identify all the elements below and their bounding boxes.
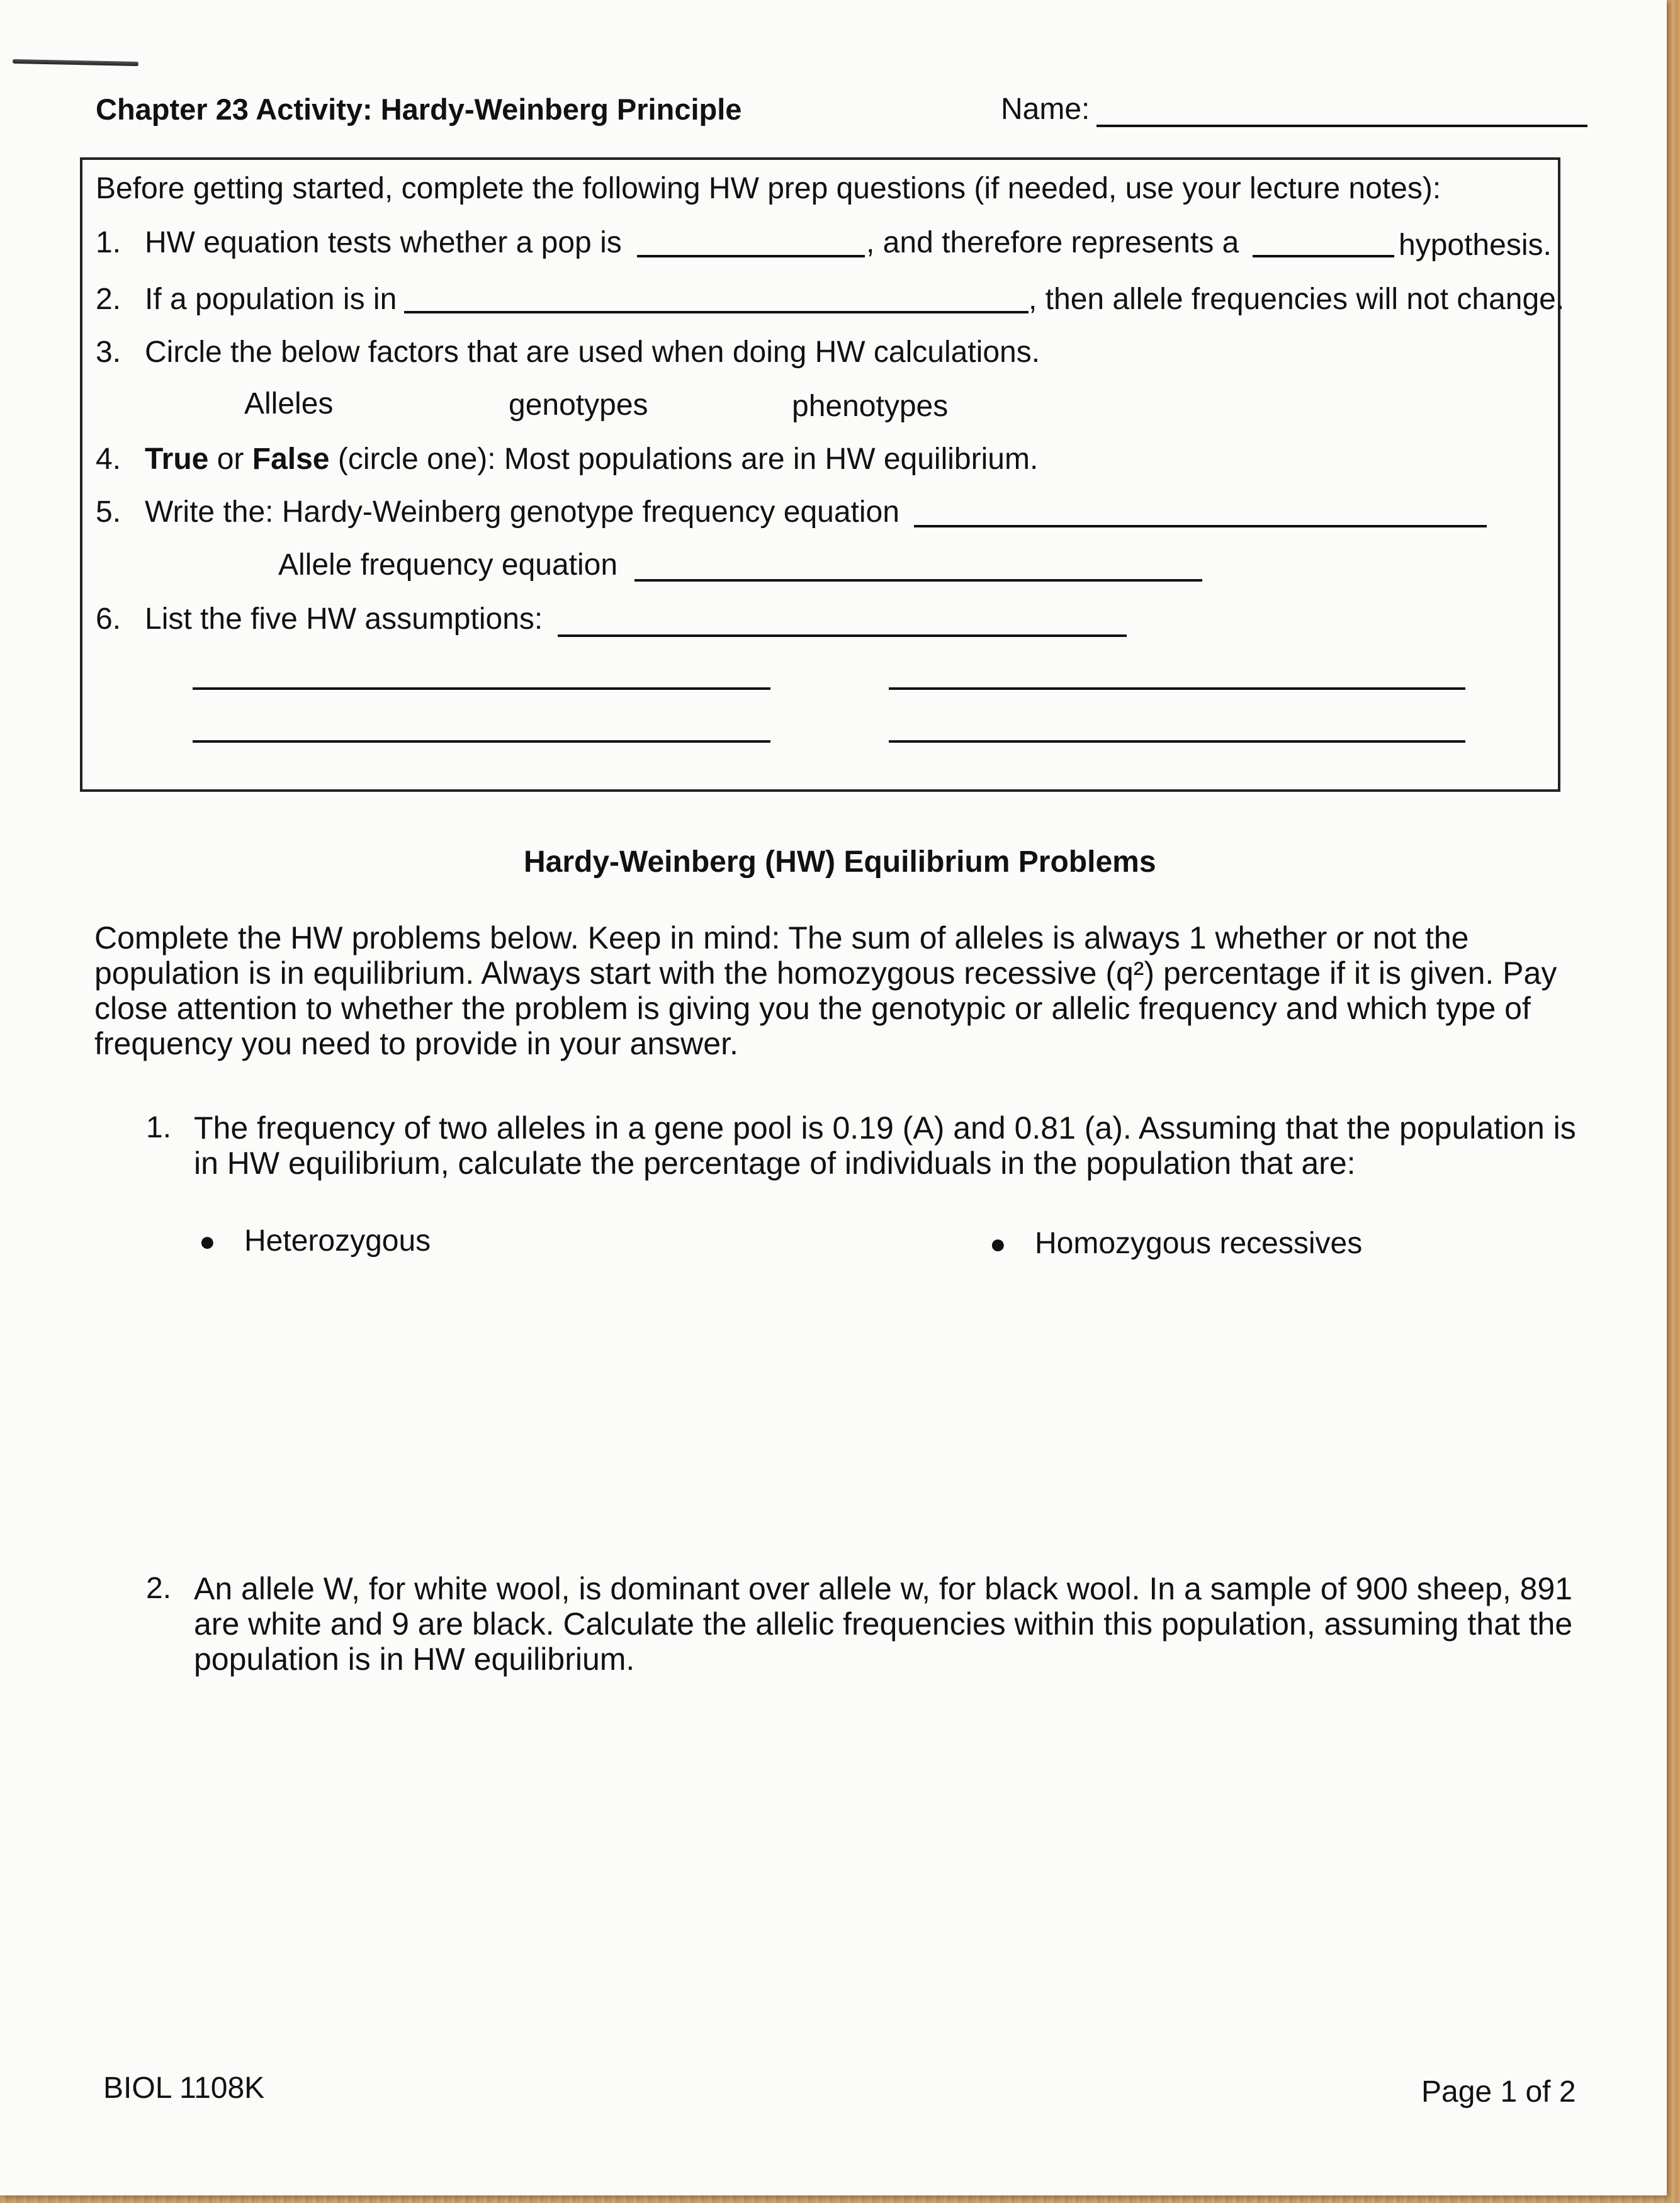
option-false[interactable]: False	[252, 442, 330, 476]
assumption-blank-3[interactable]	[889, 687, 1465, 690]
prep-q1-text-c: hypothesis.	[1399, 228, 1552, 262]
staple-mark	[13, 59, 138, 66]
prep-q2-text-a: If a population is in	[145, 283, 397, 316]
prep-q2-text-b: , then allele frequencies will not change.	[1029, 283, 1565, 316]
course-code: BIOL 1108K	[103, 2071, 265, 2105]
problem-2-text: An allele W, for white wool, is dominant over allele w, for black wool. In a sample of 900 sheep, 891 are white and 9 are black. Calculate the allelic frequencies within this population, assuming that the population is in HW equilibrium.	[194, 1571, 1573, 1677]
section-heading: Hardy-Weinberg (HW) Equilibrium Problems	[524, 845, 1156, 879]
prep-q4-or: or	[217, 442, 244, 476]
assumption-blank-4[interactable]	[193, 740, 770, 743]
option-phenotypes[interactable]: phenotypes	[792, 390, 949, 423]
problem-2-number: 2.	[146, 1572, 172, 1605]
prep-q4-rest: (circle one): Most populations are in HW equilibrium.	[337, 442, 1039, 476]
instructions-paragraph: Complete the HW problems below. Keep in mind: The sum of alleles is always 1 whether or not the population is in equilibrium. Always start with the homozygous recessive (q²) percentage if it is given. Pay close attention to whether the problem is giving you the genotypic or allelic frequency and which type of frequency you need to provide in your answer.	[94, 920, 1557, 1061]
page-number: Page 1 of 2	[1421, 2075, 1576, 2109]
option-true[interactable]: True	[145, 442, 209, 476]
problem-1-number: 1.	[146, 1111, 172, 1144]
prep-q4-number: 4.	[96, 442, 121, 476]
prep-q2-blank[interactable]	[404, 311, 1029, 313]
prep-q1-text-a: HW equation tests whether a pop is	[145, 226, 622, 259]
bullet-dot: ●	[199, 1226, 216, 1257]
prep-q1-blank-2[interactable]	[1253, 255, 1394, 257]
problem-1-text: The frequency of two alleles in a gene pool is 0.19 (A) and 0.81 (a). Assuming that the population is in HW equilibrium, calculate the percentage of individuals in the population that are:	[194, 1110, 1576, 1181]
prep-q2-number: 2.	[96, 283, 121, 316]
name-label: Name:	[1001, 93, 1090, 126]
prep-q4-line	[145, 442, 1038, 476]
prep-q3-number: 3.	[96, 335, 121, 369]
prep-q6-number: 6.	[96, 602, 121, 636]
prep-q1-text-b: , and therefore represents a	[866, 226, 1239, 259]
prep-q1-blank-1[interactable]	[637, 255, 865, 257]
prep-q3-text: Circle the below factors that are used when doing HW calculations.	[145, 335, 1040, 369]
problem-1-homozygous-recessives: Homozygous recessives	[1035, 1227, 1363, 1260]
prep-q1-number: 1.	[96, 226, 121, 259]
prep-q6-text: List the five HW assumptions:	[145, 602, 543, 636]
allele-equation-blank[interactable]	[634, 579, 1202, 582]
assumption-blank-1[interactable]	[558, 634, 1127, 637]
bullet-dot: ●	[989, 1229, 1006, 1259]
option-alleles[interactable]: Alleles	[244, 387, 334, 420]
assumption-blank-5[interactable]	[889, 740, 1465, 743]
prep-q5-text: Write the: Hardy-Weinberg genotype frequency equation	[145, 495, 899, 529]
worksheet-title: Chapter 23 Activity: Hardy-Weinberg Principle	[96, 93, 742, 126]
allele-equation-label: Allele frequency equation	[278, 548, 618, 582]
prep-q5-number: 5.	[96, 495, 121, 529]
genotype-equation-blank[interactable]	[914, 525, 1487, 527]
option-genotypes[interactable]: genotypes	[509, 388, 648, 422]
assumption-blank-2[interactable]	[193, 687, 770, 690]
problem-1-heterozygous: Heterozygous	[244, 1224, 431, 1258]
name-answer-line[interactable]	[1097, 125, 1587, 127]
prep-intro: Before getting started, complete the following HW prep questions (if needed, use your lecture notes):	[96, 172, 1441, 205]
